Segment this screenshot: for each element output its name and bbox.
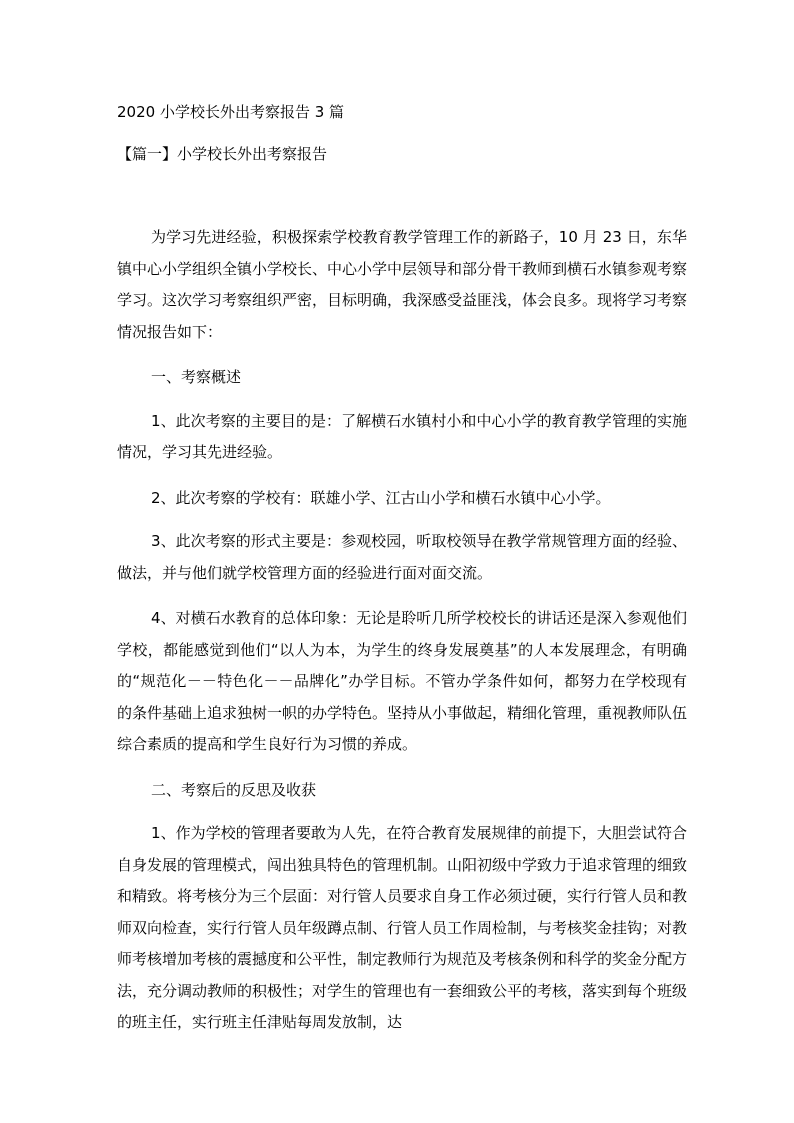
paragraph-intro: 为学习先进经验，积极探索学校教育教学管理工作的新路子，10 月 23 日，东华镇中心小学组织全镇小学校长、中心小学中层领导和部分骨干教师到横石水镇参观考察学习。这次学习考察组织严密，目标明确，我深感受益匪浅，体会良多。现将学习考察情况报告如下：: [117, 228, 688, 341]
document-title: 2020 小学校长外出考察报告 3 篇: [117, 103, 345, 121]
paragraph-management: 1、作为学校的管理者要敢为人先，在符合教育发展规律的前提下，大胆尝试符合自身发展的管理模式，闯出独具特色的管理机制。山阳初级中学致力于追求管理的细致和精致。将考核分为三个层面：对行管人员要求自身工作必须过硬，实行行管人员和教师双向检查，实行行管人员年级蹲点制、行管人员工作周检制，与考核奖金挂钩；对教师考核增加考核的震撼度和公平性，制定教师行为规范及考核条例和科学的奖金分配方法，充分调动教师的积极性；对学生的管理也有一套细致公平的考核，落实到每个班级的班主任，实行班主任津贴每周发放制，达: [117, 824, 688, 1031]
paragraph-impression: 4、对横石水教育的总体印象：无论是聆听几所学校校长的讲话还是深入参观他们学校，都能感觉到他们“以人为本，为学生的终身发展奠基”的人本发展理念，有明确的“规范化－－特色化－－品牌化”办学目标。不管办学条件如何，都努力在学校现有的条件基础上追求独树一帜的办学特色。坚持从小事做起，精细化管理，重视教师队伍综合素质的提高和学生良好行为习惯的养成。: [117, 609, 688, 753]
document-body: [117, 222, 687, 1053]
heading-overview: 一、考察概述: [151, 368, 242, 386]
paragraph-purpose: 1、此次考察的主要目的是：了解横石水镇村小和中心小学的教育教学管理的实施情况，学习其先进经验。: [117, 411, 687, 461]
paragraph-schools: 2、此次考察的学校有：联雄小学、江古山小学和横石水镇中心小学。: [151, 488, 611, 507]
paragraph-format: 3、此次考察的形式主要是：参观校园，听取校领导在教学常规管理方面的经验、做法，并与他们就学校管理方面的经验进行面对面交流。: [117, 532, 687, 582]
section-heading: 【篇一】小学校长外出考察报告: [117, 145, 328, 163]
heading-reflection: 二、考察后的反思及收获: [151, 780, 317, 799]
